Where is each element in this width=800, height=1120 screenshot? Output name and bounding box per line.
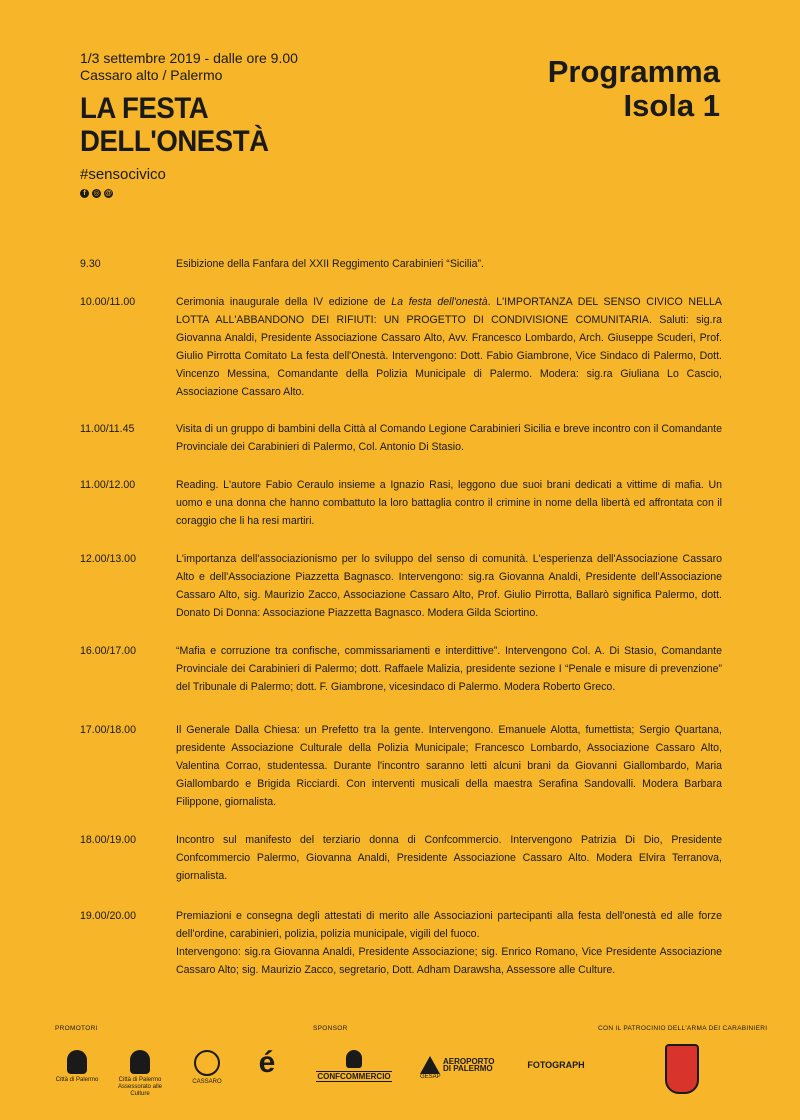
promotori-label: PROMOTORI: [55, 1025, 98, 1032]
event-desc: Visita di un gruppo di bambini della Città al Comando Legione Carabinieri Sicilia e breve incontro con il Comandante Provinciale dei Carabinieri di Palermo, Col. Antonio Di Stasio.: [176, 423, 722, 453]
carabinieri-crest-icon: [665, 1044, 699, 1094]
event-desc: Cerimonia inaugurale della IV edizione de La festa dell'onestà. L'IMPORTANZA DEL SENSO CIVICO NELLA LOTTA ALL'ABBANDONO DEI RIFIUTI: UN PROGETTO DI CONDIVISIONE COMUNITARIA. Saluti: sig.ra Giovanna Analdi, Presidente Associazione Cassaro Alto, Avv. Francesco Lombardo, Arch. Giuseppe Scuderi, Prof. Giulio Pirrotta Comitato La festa dell'Onestà. Intervengono: Dott. Fabio Giambrone, Vice Sindaco di Palermo, Dott. Vincenzo Messina, Comandante della Polizia Municipale di Palermo. Modera: sig.ra Giuliana Lo Cascio, Associazione Cassaro Alto.: [176, 296, 722, 398]
logo-fotograph: FOTOGRAPH: [527, 1060, 585, 1070]
confcommercio-emblem-icon: [346, 1050, 362, 1068]
palermo-eagle-icon: [130, 1050, 150, 1074]
event-date: 1/3 settembre 2019 - dalle ore 9.00: [80, 50, 298, 66]
event-desc: Il Generale Dalla Chiesa: un Prefetto tra la gente. Intervengono. Emanuele Alotta, fumettista; Sergio Quartana, presidente Associazione Culturale della Polizia Municipale; Francesco Lombardo, Associazione Cassaro Alto, Valentina Corrao, studentessa. Durante l'incontro saranno letti alcuni brani da Giovanni Giallombardo, Maria Giallombardo e Brigida Ricciardi. Con interventi musicali della maestra Serafina Sandovalli. Modera Barbara Filippone, giornalista.: [176, 724, 722, 808]
event-time: 18.00/19.00: [80, 834, 136, 846]
stylized-e-icon: é: [258, 1046, 276, 1079]
program-list: [80, 255, 722, 979]
program-row: [80, 476, 722, 530]
event-time: 10.00/11.00: [80, 296, 136, 308]
event-desc: “Mafia e corruzione tra confische, commissariamenti e interdittive”. Intervengono Col. A. Di Stasio, Comandante Provinciale dei Carabinieri di Palermo; dott. Raffaele Malizia, presidente sezione I “Penale e misure di prevenzione” del Tribunale di Palermo; dott. F. Giambrone, vicesindaco di Palermo. Modera Roberto Greco.: [176, 645, 722, 693]
program-row: [80, 550, 722, 622]
program-row: [80, 642, 722, 696]
program-label: Programma: [547, 54, 720, 89]
event-time: 11.00/12.00: [80, 479, 136, 491]
program-row: [80, 293, 722, 401]
event-desc: Premiazioni e consegna degli attestati di merito alle Associazioni partecipanti alla festa dell'onestà ed alle forze dell'ordine, carabinieri, polizia, polizia municipale, vigili del fuoco. Intervengono: sig.ra Giovanna Analdi, Presidente Associazione; sig. Enrico Romano, Vice Presidente Associazione Cassaro Alto; sig. Maurizio Zacco, segretario, Dott. Adham Darawsha, Assessore alle Culture.: [176, 910, 722, 976]
logo-assessorato-culture: Città di Palermo Assessorato alle Culture: [112, 1050, 168, 1098]
event-location: Cassaro alto / Palermo: [80, 67, 223, 83]
event-time: 9.30: [80, 258, 101, 270]
program-heading: [548, 55, 720, 123]
event-desc: Incontro sul manifesto del terziario donna di Confcommercio. Intervengono Patrizia Di Dio, Presidente Confcommercio Palermo, Giovanna Analdi, Presidente Associazione Cassaro Alto. Modera Elvira Terranova, giornalista.: [176, 834, 722, 882]
email-icon[interactable]: @: [105, 190, 112, 197]
event-desc: Esibizione della Fanfara del XXII Reggimento Carabinieri “Sicilia”.: [176, 258, 484, 270]
logo-carabinieri: [660, 1044, 704, 1094]
logo-sponsor-mark: [252, 1046, 282, 1080]
logo-confcommercio: CONFCOMMERCIO: [316, 1050, 392, 1082]
social-icons: [80, 189, 410, 198]
logo-citta-palermo: Città di Palermo: [52, 1050, 102, 1084]
event-time: 12.00/13.00: [80, 553, 136, 565]
program-row: [80, 831, 722, 885]
header-left: [80, 50, 410, 198]
cassaro-seal-icon: [194, 1050, 220, 1076]
event-desc: L'importanza dell'associazionismo per lo sviluppo del senso di comunità. L'esperienza dell'Associazione Cassaro Alto e dell'Associazione Piazzetta Bagnasco. Intervengono: sig.ra Giovanna Analdi, Presidente dell'Associazione Cassaro Alto, sig. Maurizio Zacco, Associazione Cassaro Alto, Prof. Giulio Pirrotta, Ballarò significa Palermo, dott. Donato Di Donna: Associazione Piazzetta Bagnasco. Modera Gilda Sciortino.: [176, 553, 722, 619]
logo-cassaro: CASSARO: [185, 1050, 229, 1086]
event-time: 11.00/11.45: [80, 423, 135, 435]
logo-aeroporto-palermo: AEROPORTO DI PALERMO GESAP: [420, 1057, 495, 1080]
event-time: 16.00/17.00: [80, 645, 136, 657]
sponsor-label: SPONSOR: [313, 1025, 348, 1032]
patrocinio-label: CON IL PATROCINIO DELL'ARMA DEI CARABINIERI: [598, 1025, 768, 1032]
event-title: LA FESTA DELL'ONESTÀ: [80, 92, 269, 158]
program-row: [80, 420, 722, 456]
program-sub: Isola 1: [623, 88, 720, 123]
hashtag: #sensocivico: [80, 166, 166, 183]
event-time: 19.00/20.00: [80, 910, 136, 922]
program-row: [80, 721, 722, 811]
airport-triangle-icon: [420, 1056, 440, 1074]
facebook-icon[interactable]: f: [80, 189, 89, 198]
event-desc: Reading. L'autore Fabio Ceraulo insieme a Ignazio Rasi, leggono due suoi brani dedicati a vittime di mafia. Un uomo e una donna che hanno combattuto la loro battaglia contro il crimine in nome della libertà ed affrontata con il coraggio che li ha resi martiri.: [176, 479, 722, 527]
instagram-icon[interactable]: ◎: [93, 190, 100, 197]
footer-logos: [0, 1020, 800, 1120]
program-row: [80, 255, 722, 273]
palermo-eagle-icon: [67, 1050, 87, 1074]
event-time: 17.00/18.00: [80, 724, 136, 736]
program-row: [80, 907, 722, 979]
